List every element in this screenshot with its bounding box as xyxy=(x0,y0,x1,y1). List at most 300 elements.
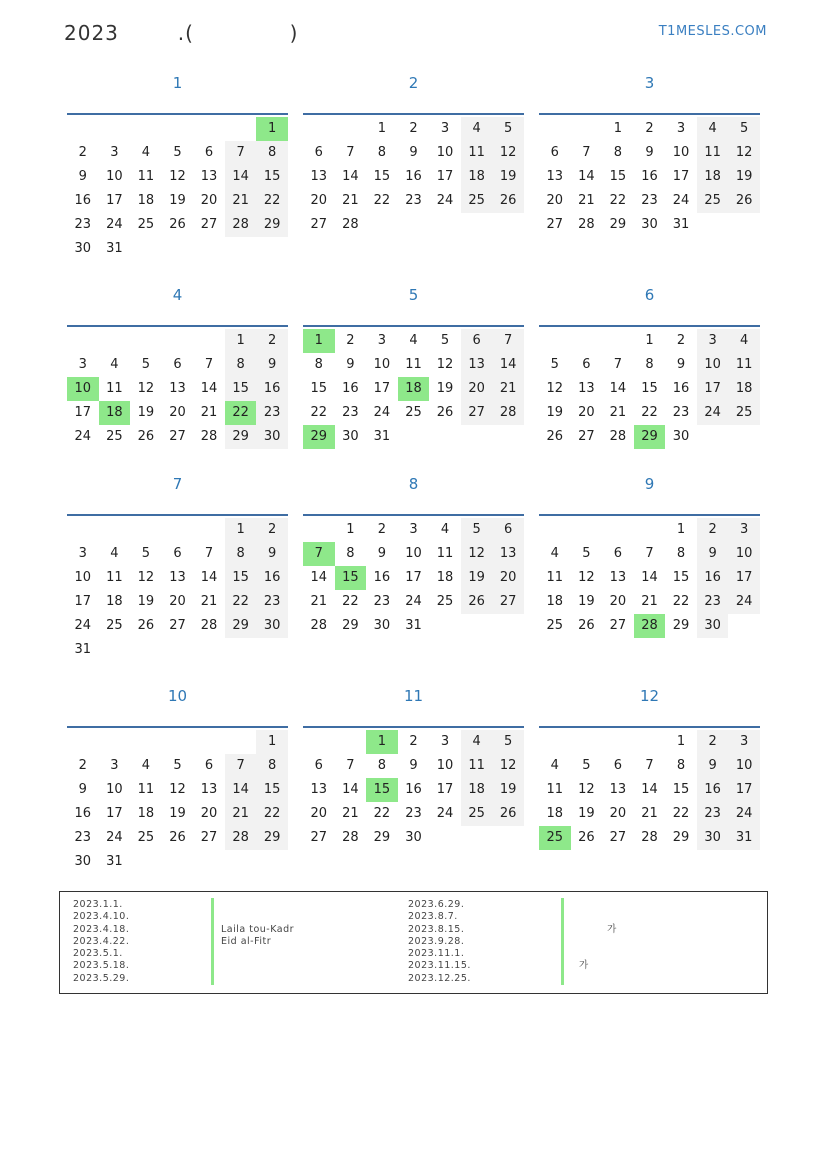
day-cell[interactable]: 12 xyxy=(578,782,595,797)
day-cell[interactable]: 20 xyxy=(609,594,627,609)
day-cell[interactable]: 1 xyxy=(225,329,257,353)
day-cell[interactable]: 16 xyxy=(672,381,690,396)
day-cell[interactable]: 24 xyxy=(697,401,729,425)
day-cell[interactable]: 5 xyxy=(492,117,524,141)
day-cell[interactable]: 10 xyxy=(106,782,123,797)
day-cell[interactable]: 1 xyxy=(303,329,335,353)
day-cell[interactable]: 29 xyxy=(373,830,391,845)
day-cell[interactable]: 20 xyxy=(200,806,218,821)
day-cell[interactable]: 22 xyxy=(310,405,328,420)
day-cell[interactable]: 16 xyxy=(256,377,288,401)
day-cell[interactable]: 24 xyxy=(728,802,760,826)
day-cell[interactable]: 18 xyxy=(461,165,493,189)
day-cell[interactable]: 16 xyxy=(373,570,391,585)
day-cell[interactable]: 9 xyxy=(645,145,654,160)
day-cell[interactable]: 21 xyxy=(492,377,524,401)
day-cell[interactable]: 27 xyxy=(578,429,595,444)
day-cell[interactable]: 13 xyxy=(310,782,328,797)
day-cell[interactable]: 5 xyxy=(141,357,151,372)
day-cell[interactable]: 8 xyxy=(676,546,686,561)
day-cell[interactable]: 12 xyxy=(546,381,564,396)
day-cell[interactable]: 13 xyxy=(200,782,218,797)
day-cell[interactable]: 2 xyxy=(346,333,355,348)
day-cell[interactable]: 27 xyxy=(310,830,328,845)
day-cell[interactable]: 15 xyxy=(256,165,288,189)
day-cell[interactable]: 5 xyxy=(582,758,591,773)
day-cell[interactable]: 7 xyxy=(613,357,623,372)
day-cell[interactable]: 1 xyxy=(613,121,623,136)
day-cell[interactable]: 14 xyxy=(200,381,218,396)
day-cell[interactable]: 6 xyxy=(204,145,214,160)
day-cell[interactable]: 7 xyxy=(204,546,214,561)
day-cell[interactable]: 30 xyxy=(641,217,658,232)
day-cell[interactable]: 25 xyxy=(697,189,729,213)
day-cell[interactable]: 17 xyxy=(728,778,760,802)
day-cell[interactable]: 2 xyxy=(256,518,288,542)
day-cell[interactable]: 31 xyxy=(74,642,92,657)
day-cell[interactable]: 20 xyxy=(310,806,328,821)
day-cell[interactable]: 28 xyxy=(225,826,257,850)
day-cell[interactable]: 10 xyxy=(436,145,454,160)
day-cell[interactable]: 20 xyxy=(200,193,218,208)
day-cell[interactable]: 27 xyxy=(461,401,493,425)
day-cell[interactable]: 24 xyxy=(373,405,391,420)
day-cell[interactable]: 30 xyxy=(697,826,729,850)
day-cell[interactable]: 22 xyxy=(373,193,391,208)
day-cell[interactable]: 13 xyxy=(492,542,524,566)
day-cell[interactable]: 26 xyxy=(169,830,186,845)
day-cell[interactable]: 5 xyxy=(492,730,524,754)
day-cell[interactable]: 4 xyxy=(141,145,151,160)
day-cell[interactable]: 6 xyxy=(582,357,591,372)
day-cell[interactable]: 21 xyxy=(310,594,328,609)
day-cell[interactable]: 10 xyxy=(728,754,760,778)
day-cell[interactable]: 21 xyxy=(641,594,658,609)
day-cell[interactable]: 29 xyxy=(256,826,288,850)
day-cell[interactable]: 2 xyxy=(697,518,729,542)
day-cell[interactable]: 7 xyxy=(225,754,257,778)
day-cell[interactable]: 5 xyxy=(461,518,493,542)
day-cell[interactable]: 9 xyxy=(377,546,387,561)
day-cell[interactable]: 29 xyxy=(303,425,335,449)
day-cell[interactable]: 3 xyxy=(728,730,760,754)
day-cell[interactable]: 6 xyxy=(173,546,182,561)
day-cell[interactable]: 25 xyxy=(436,594,454,609)
day-cell[interactable]: 15 xyxy=(225,377,257,401)
day-cell[interactable]: 4 xyxy=(409,333,418,348)
day-cell[interactable]: 29 xyxy=(609,217,627,232)
day-cell[interactable]: 8 xyxy=(346,546,355,561)
day-cell[interactable]: 30 xyxy=(74,854,92,869)
day-cell[interactable]: 25 xyxy=(137,217,155,232)
day-cell[interactable]: 1 xyxy=(366,730,398,754)
day-cell[interactable]: 12 xyxy=(436,357,454,372)
day-cell[interactable]: 18 xyxy=(546,594,564,609)
day-cell[interactable]: 23 xyxy=(373,594,391,609)
day-cell[interactable]: 4 xyxy=(141,758,151,773)
day-cell[interactable]: 8 xyxy=(676,758,686,773)
day-cell[interactable]: 13 xyxy=(169,570,186,585)
day-cell[interactable]: 8 xyxy=(225,353,257,377)
day-cell[interactable]: 24 xyxy=(672,193,690,208)
day-cell[interactable]: 15 xyxy=(225,566,257,590)
day-cell[interactable]: 27 xyxy=(609,618,627,633)
day-cell[interactable]: 21 xyxy=(225,189,257,213)
day-cell[interactable]: 14 xyxy=(641,782,658,797)
day-cell[interactable]: 29 xyxy=(225,614,257,638)
day-cell[interactable]: 14 xyxy=(342,782,359,797)
day-cell[interactable]: 22 xyxy=(609,193,627,208)
day-cell[interactable]: 11 xyxy=(436,546,454,561)
day-cell[interactable]: 12 xyxy=(492,754,524,778)
day-cell[interactable]: 8 xyxy=(613,145,623,160)
day-cell[interactable]: 11 xyxy=(137,169,155,184)
day-cell[interactable]: 8 xyxy=(256,754,288,778)
day-cell[interactable]: 1 xyxy=(256,117,288,141)
day-cell[interactable]: 20 xyxy=(169,405,186,420)
day-cell[interactable]: 16 xyxy=(342,381,359,396)
day-cell[interactable]: 17 xyxy=(436,782,454,797)
day-cell[interactable]: 19 xyxy=(492,165,524,189)
day-cell[interactable]: 19 xyxy=(578,594,595,609)
day-cell[interactable]: 14 xyxy=(310,570,328,585)
day-cell[interactable]: 23 xyxy=(405,193,422,208)
day-cell[interactable]: 29 xyxy=(634,425,666,449)
day-cell[interactable]: 22 xyxy=(225,590,257,614)
day-cell[interactable]: 26 xyxy=(137,429,155,444)
day-cell[interactable]: 5 xyxy=(440,333,450,348)
day-cell[interactable]: 21 xyxy=(609,405,627,420)
day-cell[interactable]: 4 xyxy=(461,730,493,754)
day-cell[interactable]: 4 xyxy=(550,546,559,561)
day-cell[interactable]: 18 xyxy=(398,377,430,401)
day-cell[interactable]: 13 xyxy=(609,782,627,797)
day-cell[interactable]: 28 xyxy=(641,830,658,845)
day-cell[interactable]: 7 xyxy=(645,546,654,561)
day-cell[interactable]: 25 xyxy=(546,618,564,633)
day-cell[interactable]: 1 xyxy=(676,522,686,537)
day-cell[interactable]: 17 xyxy=(106,193,123,208)
day-cell[interactable]: 27 xyxy=(609,830,627,845)
day-cell[interactable]: 30 xyxy=(672,429,690,444)
day-cell[interactable]: 11 xyxy=(697,141,729,165)
day-cell[interactable]: 26 xyxy=(578,830,595,845)
day-cell[interactable]: 9 xyxy=(256,542,288,566)
day-cell[interactable]: 8 xyxy=(314,357,323,372)
day-cell[interactable]: 28 xyxy=(342,217,359,232)
day-cell[interactable]: 15 xyxy=(256,778,288,802)
day-cell[interactable]: 20 xyxy=(310,193,328,208)
day-cell[interactable]: 24 xyxy=(728,590,760,614)
day-cell[interactable]: 9 xyxy=(676,357,686,372)
day-cell[interactable]: 6 xyxy=(173,357,182,372)
day-cell[interactable]: 6 xyxy=(613,546,623,561)
day-cell[interactable]: 26 xyxy=(137,618,155,633)
day-cell[interactable]: 1 xyxy=(346,522,355,537)
day-cell[interactable]: 7 xyxy=(492,329,524,353)
day-cell[interactable]: 2 xyxy=(78,145,87,160)
day-cell[interactable]: 30 xyxy=(405,830,422,845)
day-cell[interactable]: 12 xyxy=(169,169,186,184)
day-cell[interactable]: 25 xyxy=(461,802,493,826)
day-cell[interactable]: 28 xyxy=(342,830,359,845)
day-cell[interactable]: 8 xyxy=(256,141,288,165)
day-cell[interactable]: 10 xyxy=(728,542,760,566)
day-cell[interactable]: 13 xyxy=(310,169,328,184)
day-cell[interactable]: 30 xyxy=(697,614,729,638)
day-cell[interactable]: 18 xyxy=(436,570,454,585)
day-cell[interactable]: 14 xyxy=(342,169,359,184)
day-cell[interactable]: 19 xyxy=(546,405,564,420)
day-cell[interactable]: 9 xyxy=(409,758,418,773)
day-cell[interactable]: 22 xyxy=(342,594,359,609)
day-cell[interactable]: 12 xyxy=(169,782,186,797)
day-cell[interactable]: 2 xyxy=(409,734,418,749)
day-cell[interactable]: 13 xyxy=(609,570,627,585)
day-cell[interactable]: 24 xyxy=(436,806,454,821)
day-cell[interactable]: 9 xyxy=(78,169,87,184)
day-cell[interactable]: 19 xyxy=(492,778,524,802)
day-cell[interactable]: 27 xyxy=(492,590,524,614)
day-cell[interactable]: 10 xyxy=(373,357,391,372)
day-cell[interactable]: 20 xyxy=(169,594,186,609)
day-cell[interactable]: 22 xyxy=(373,806,391,821)
day-cell[interactable]: 3 xyxy=(676,121,686,136)
day-cell[interactable]: 4 xyxy=(110,546,119,561)
day-cell[interactable]: 7 xyxy=(303,542,335,566)
day-cell[interactable]: 16 xyxy=(405,169,422,184)
day-cell[interactable]: 6 xyxy=(461,329,493,353)
day-cell[interactable]: 13 xyxy=(546,169,564,184)
day-cell[interactable]: 22 xyxy=(256,189,288,213)
day-cell[interactable]: 24 xyxy=(74,618,92,633)
day-cell[interactable]: 23 xyxy=(641,193,658,208)
day-cell[interactable]: 11 xyxy=(106,381,123,396)
day-cell[interactable]: 11 xyxy=(546,782,564,797)
day-cell[interactable]: 13 xyxy=(461,353,493,377)
day-cell[interactable]: 30 xyxy=(373,618,391,633)
day-cell[interactable]: 17 xyxy=(728,566,760,590)
day-cell[interactable]: 28 xyxy=(634,614,666,638)
day-cell[interactable]: 14 xyxy=(225,778,257,802)
day-cell[interactable]: 6 xyxy=(492,518,524,542)
day-cell[interactable]: 10 xyxy=(67,377,99,401)
day-cell[interactable]: 15 xyxy=(641,381,658,396)
day-cell[interactable]: 14 xyxy=(609,381,627,396)
day-cell[interactable]: 9 xyxy=(256,353,288,377)
day-cell[interactable]: 3 xyxy=(728,518,760,542)
day-cell[interactable]: 16 xyxy=(405,782,422,797)
day-cell[interactable]: 14 xyxy=(578,169,595,184)
day-cell[interactable]: 25 xyxy=(405,405,422,420)
day-cell[interactable]: 25 xyxy=(106,618,123,633)
day-cell[interactable]: 12 xyxy=(492,141,524,165)
day-cell[interactable]: 26 xyxy=(546,429,564,444)
day-cell[interactable]: 27 xyxy=(200,830,218,845)
day-cell[interactable]: 3 xyxy=(110,758,119,773)
day-cell[interactable]: 24 xyxy=(106,830,123,845)
day-cell[interactable]: 15 xyxy=(310,381,328,396)
day-cell[interactable]: 27 xyxy=(310,217,328,232)
day-cell[interactable]: 9 xyxy=(78,782,87,797)
day-cell[interactable]: 2 xyxy=(676,333,686,348)
day-cell[interactable]: 29 xyxy=(672,830,690,845)
day-cell[interactable]: 11 xyxy=(106,570,123,585)
day-cell[interactable]: 16 xyxy=(697,566,729,590)
day-cell[interactable]: 1 xyxy=(676,734,686,749)
day-cell[interactable]: 22 xyxy=(672,806,690,821)
day-cell[interactable]: 13 xyxy=(169,381,186,396)
day-cell[interactable]: 15 xyxy=(672,782,690,797)
day-cell[interactable]: 10 xyxy=(697,353,729,377)
day-cell[interactable]: 25 xyxy=(137,830,155,845)
day-cell[interactable]: 23 xyxy=(342,405,359,420)
day-cell[interactable]: 24 xyxy=(74,429,92,444)
day-cell[interactable]: 10 xyxy=(672,145,690,160)
day-cell[interactable]: 23 xyxy=(256,401,288,425)
day-cell[interactable]: 23 xyxy=(74,830,92,845)
day-cell[interactable]: 11 xyxy=(728,353,760,377)
day-cell[interactable]: 31 xyxy=(405,618,422,633)
day-cell[interactable]: 27 xyxy=(169,618,186,633)
day-cell[interactable]: 19 xyxy=(461,566,493,590)
day-cell[interactable]: 3 xyxy=(78,357,87,372)
day-cell[interactable]: 28 xyxy=(200,429,218,444)
day-cell[interactable]: 10 xyxy=(436,758,454,773)
day-cell[interactable]: 23 xyxy=(405,806,422,821)
day-cell[interactable]: 17 xyxy=(373,381,391,396)
day-cell[interactable]: 15 xyxy=(672,570,690,585)
day-cell[interactable]: 3 xyxy=(440,121,450,136)
day-cell[interactable]: 28 xyxy=(225,213,257,237)
day-cell[interactable]: 5 xyxy=(141,546,151,561)
day-cell[interactable]: 17 xyxy=(405,570,422,585)
day-cell[interactable]: 18 xyxy=(137,193,155,208)
day-cell[interactable]: 20 xyxy=(461,377,493,401)
day-cell[interactable]: 29 xyxy=(256,213,288,237)
day-cell[interactable]: 23 xyxy=(74,217,92,232)
day-cell[interactable]: 2 xyxy=(377,522,387,537)
day-cell[interactable]: 3 xyxy=(440,734,450,749)
day-cell[interactable]: 19 xyxy=(436,381,454,396)
day-cell[interactable]: 18 xyxy=(697,165,729,189)
day-cell[interactable]: 29 xyxy=(225,425,257,449)
day-cell[interactable]: 21 xyxy=(200,405,218,420)
day-cell[interactable]: 21 xyxy=(225,802,257,826)
day-cell[interactable]: 1 xyxy=(645,333,654,348)
day-cell[interactable]: 11 xyxy=(405,357,422,372)
day-cell[interactable]: 21 xyxy=(578,193,595,208)
day-cell[interactable]: 6 xyxy=(550,145,559,160)
day-cell[interactable]: 28 xyxy=(578,217,595,232)
day-cell[interactable]: 26 xyxy=(492,802,524,826)
day-cell[interactable]: 16 xyxy=(74,806,92,821)
day-cell[interactable]: 8 xyxy=(377,145,387,160)
day-cell[interactable]: 28 xyxy=(310,618,328,633)
day-cell[interactable]: 13 xyxy=(200,169,218,184)
day-cell[interactable]: 29 xyxy=(342,618,359,633)
day-cell[interactable]: 26 xyxy=(492,189,524,213)
day-cell[interactable]: 18 xyxy=(461,778,493,802)
day-cell[interactable]: 4 xyxy=(697,117,729,141)
day-cell[interactable]: 19 xyxy=(728,165,760,189)
day-cell[interactable]: 16 xyxy=(74,193,92,208)
day-cell[interactable]: 7 xyxy=(582,145,591,160)
day-cell[interactable]: 17 xyxy=(672,169,690,184)
day-cell[interactable]: 7 xyxy=(204,357,214,372)
day-cell[interactable]: 2 xyxy=(78,758,87,773)
day-cell[interactable]: 18 xyxy=(546,806,564,821)
day-cell[interactable]: 3 xyxy=(110,145,119,160)
day-cell[interactable]: 9 xyxy=(697,754,729,778)
day-cell[interactable]: 2 xyxy=(645,121,654,136)
day-cell[interactable]: 23 xyxy=(697,590,729,614)
day-cell[interactable]: 27 xyxy=(200,217,218,232)
day-cell[interactable]: 20 xyxy=(546,193,564,208)
day-cell[interactable]: 26 xyxy=(461,590,493,614)
day-cell[interactable]: 16 xyxy=(256,566,288,590)
day-cell[interactable]: 28 xyxy=(492,401,524,425)
day-cell[interactable]: 16 xyxy=(641,169,658,184)
day-cell[interactable]: 12 xyxy=(137,570,155,585)
day-cell[interactable]: 3 xyxy=(78,546,87,561)
day-cell[interactable]: 30 xyxy=(256,614,288,638)
day-cell[interactable]: 30 xyxy=(342,429,359,444)
day-cell[interactable]: 4 xyxy=(440,522,450,537)
day-cell[interactable]: 3 xyxy=(377,333,387,348)
day-cell[interactable]: 22 xyxy=(225,401,257,425)
day-cell[interactable]: 26 xyxy=(728,189,760,213)
day-cell[interactable]: 28 xyxy=(609,429,627,444)
day-cell[interactable]: 15 xyxy=(335,566,367,590)
day-cell[interactable]: 21 xyxy=(342,806,359,821)
day-cell[interactable]: 1 xyxy=(225,518,257,542)
day-cell[interactable]: 15 xyxy=(373,169,391,184)
day-cell[interactable]: 10 xyxy=(74,570,92,585)
day-cell[interactable]: 25 xyxy=(106,429,123,444)
day-cell[interactable]: 22 xyxy=(672,594,690,609)
day-cell[interactable]: 5 xyxy=(550,357,559,372)
day-cell[interactable]: 20 xyxy=(578,405,595,420)
day-cell[interactable]: 23 xyxy=(256,590,288,614)
day-cell[interactable]: 18 xyxy=(106,594,123,609)
day-cell[interactable]: 10 xyxy=(405,546,422,561)
day-cell[interactable]: 22 xyxy=(641,405,658,420)
day-cell[interactable]: 24 xyxy=(106,217,123,232)
day-cell[interactable]: 22 xyxy=(256,802,288,826)
day-cell[interactable]: 28 xyxy=(200,618,218,633)
day-cell[interactable]: 25 xyxy=(728,401,760,425)
day-cell[interactable]: 9 xyxy=(346,357,355,372)
day-cell[interactable]: 7 xyxy=(346,145,355,160)
day-cell[interactable]: 4 xyxy=(728,329,760,353)
brand-logo-text[interactable]: T1MESLES.COM xyxy=(658,24,767,39)
day-cell[interactable]: 12 xyxy=(461,542,493,566)
day-cell[interactable]: 30 xyxy=(256,425,288,449)
day-cell[interactable]: 14 xyxy=(492,353,524,377)
day-cell[interactable]: 20 xyxy=(609,806,627,821)
day-cell[interactable]: 3 xyxy=(409,522,418,537)
day-cell[interactable]: 26 xyxy=(578,618,595,633)
day-cell[interactable]: 24 xyxy=(436,193,454,208)
day-cell[interactable]: 21 xyxy=(641,806,658,821)
day-cell[interactable]: 12 xyxy=(578,570,595,585)
day-cell[interactable]: 9 xyxy=(409,145,418,160)
day-cell[interactable]: 8 xyxy=(377,758,387,773)
day-cell[interactable]: 8 xyxy=(225,542,257,566)
day-cell[interactable]: 3 xyxy=(697,329,729,353)
day-cell[interactable]: 31 xyxy=(672,217,690,232)
